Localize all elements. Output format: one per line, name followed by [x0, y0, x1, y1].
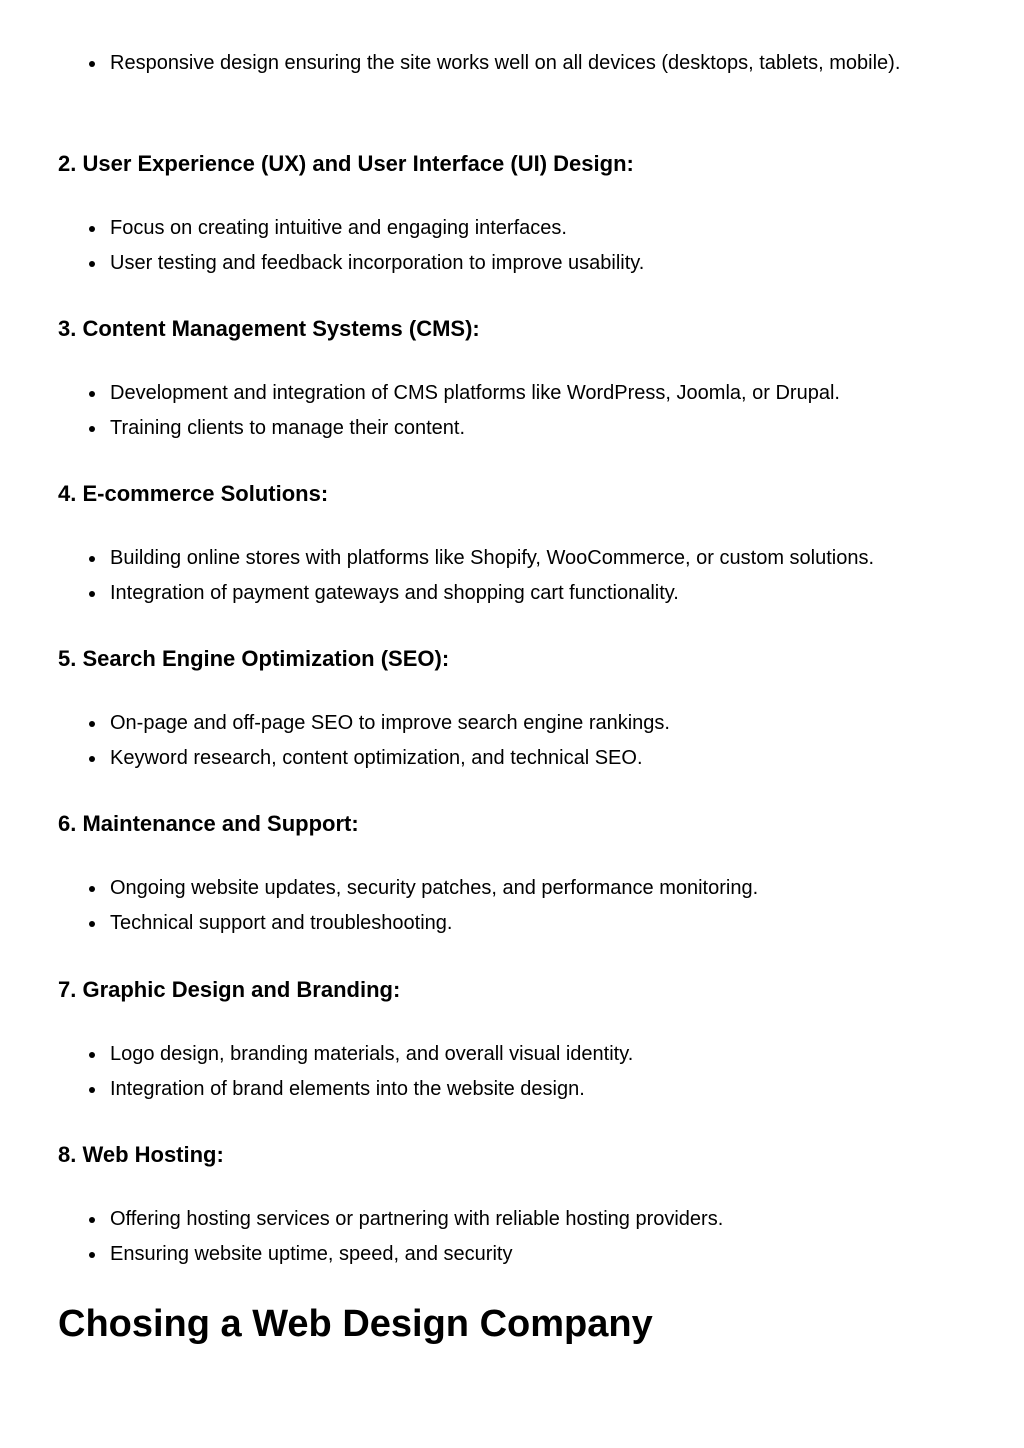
- section-heading-ux-ui: 2. User Experience (UX) and User Interface (UI) Design:: [58, 151, 634, 176]
- section-heading-ecommerce: 4. E-commerce Solutions:: [58, 481, 329, 506]
- list-item: Integration of payment gateways and shopping cart functionality.: [86, 576, 966, 611]
- list-item: Ensuring website uptime, speed, and security: [86, 1237, 966, 1272]
- list-item: Offering hosting services or partnering with reliable hosting providers.: [86, 1202, 966, 1237]
- list-item: Logo design, branding materials, and overall visual identity.: [86, 1037, 966, 1072]
- section-heading-seo: 5. Search Engine Optimization (SEO):: [58, 646, 450, 671]
- list-item: Technical support and troubleshooting.: [86, 906, 966, 941]
- list-item: Keyword research, content optimization, and technical SEO.: [86, 741, 966, 776]
- section-list-ux-ui: [86, 211, 966, 281]
- section-heading-branding: 7. Graphic Design and Branding:: [58, 977, 401, 1002]
- list-item: Development and integration of CMS platforms like WordPress, Joomla, or Drupal.: [86, 376, 966, 411]
- section-list-maintenance: [86, 871, 966, 941]
- list-item: Training clients to manage their content.: [86, 411, 966, 446]
- section-heading-cms: 3. Content Management Systems (CMS):: [58, 316, 480, 341]
- list-item: Integration of brand elements into the website design.: [86, 1072, 966, 1107]
- list-item: Focus on creating intuitive and engaging interfaces.: [86, 211, 966, 246]
- list-item: Ongoing website updates, security patches, and performance monitoring.: [86, 871, 966, 906]
- section-list-ecommerce: [86, 541, 966, 611]
- intro-bullet-list: [86, 46, 966, 81]
- section-list-seo: [86, 706, 966, 776]
- list-item: Responsive design ensuring the site works well on all devices (desktops, tablets, mobile).: [86, 46, 966, 81]
- list-item: Building online stores with platforms like Shopify, WooCommerce, or custom solutions.: [86, 541, 966, 576]
- section-heading-hosting: 8. Web Hosting:: [58, 1142, 224, 1167]
- section-list-branding: [86, 1037, 966, 1107]
- section-heading-maintenance: 6. Maintenance and Support:: [58, 811, 359, 836]
- closing-heading: Chosing a Web Design Company: [58, 1303, 653, 1345]
- section-list-cms: [86, 376, 966, 446]
- list-item: On-page and off-page SEO to improve search engine rankings.: [86, 706, 966, 741]
- section-list-hosting: [86, 1202, 966, 1272]
- list-item: User testing and feedback incorporation to improve usability.: [86, 246, 966, 281]
